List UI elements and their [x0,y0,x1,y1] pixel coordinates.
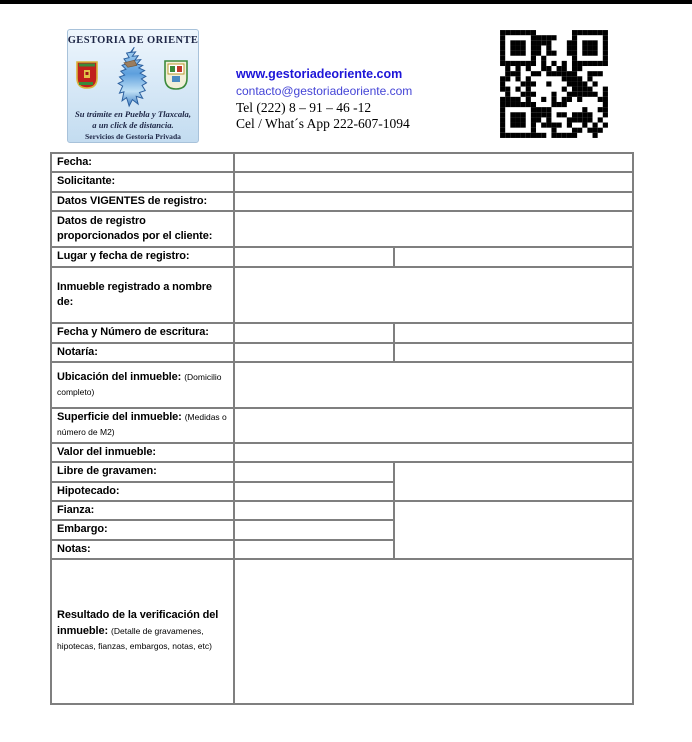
row-notaria-value-left [234,343,394,362]
row-resultado-label-text: Resultado de la verificación del inmueble: [57,609,219,637]
row-datos-cliente-label: Datos de registro proporcionados por el cliente: [51,211,234,247]
row-libre-value [234,462,394,481]
row-ubicacion-label-text: Ubicación del inmueble: [57,370,182,383]
row-ubicacion-note: (Domicilio completo) [57,371,222,397]
row-solicitante-value [234,172,633,191]
row-libre-label: Libre de gravamen: [51,462,234,481]
row-resultado-label [51,559,234,704]
row-superficie-label [51,408,234,443]
row-inmueble-nombre-value [234,267,633,323]
website-link[interactable]: www.gestoriadeoriente.com [236,67,403,81]
phone-number: Tel (222) 8 – 91 – 46 -12 [236,99,372,115]
row-valor-value [234,443,633,462]
row-lugar-fecha-label: Lugar y fecha de registro: [51,247,234,267]
row-embargo-value [234,520,394,539]
row-solicitante-label: Solicitante: [51,172,234,191]
row-resultado-note: (Detalle de gravamenes, hipotecas, fianzas, embargos, notas, etc) [57,625,212,652]
puebla-map-icon [108,46,158,113]
row-inmueble-nombre-label: Inmueble registrado a nombre de: [51,267,234,323]
row-resultado-value [234,559,633,704]
row-superficie-label-text: Superficie del inmueble: [57,410,182,423]
row-ubicacion-label [51,362,234,408]
logo-tagline-line1: Su trámite en Puebla y Tlaxcala, [74,109,191,119]
logo-tagline-line2: a un click de distancia. [92,119,174,130]
row-fecha-label: Fecha: [51,153,234,172]
qr-code [498,28,610,140]
logo-subtitle: Servicios de Gestoria Privada [85,132,181,142]
tlaxcala-shield-icon [76,61,98,94]
email-link[interactable]: contacto@gestoriadeoriente.com [236,83,413,98]
row-lugar-fecha-value-left [234,247,394,267]
logo-art [70,46,196,108]
contact-block [236,68,412,134]
row-fecha-numero-value-left [234,323,394,342]
row-fianza-value [234,501,394,520]
row-notaria-label: Notaría: [51,343,234,362]
logo-title: GESTORIA DE ORIENTE [67,35,199,46]
row-hipotecado-value [234,482,394,501]
row-fianza-label: Fianza: [51,501,234,520]
row-datos-vigentes-label: Datos VIGENTES de registro: [51,192,234,211]
row-hipotecado-label: Hipotecado: [51,482,234,501]
row-notaria-value-right [394,343,633,362]
row-superficie-note: (Medidas o número de M2) [57,411,227,438]
row-datos-cliente-value [234,211,633,247]
row-ubicacion-value [234,362,633,408]
row-notas-value [234,540,394,559]
row-fecha-numero-label: Fecha y Número de escritura: [51,323,234,342]
row-fecha-value [234,153,633,172]
libre-hipotecado-shared-cell [394,462,633,501]
row-superficie-value [234,408,633,443]
whatsapp-number: Cel / What´s App 222-607-1094 [236,116,410,131]
row-datos-vigentes-value [234,192,633,211]
puebla-shield-icon [164,60,188,95]
row-lugar-fecha-value-right [394,247,633,267]
row-valor-label: Valor del inmueble: [51,443,234,462]
fianza-embargo-notas-shared-cell [394,501,633,559]
row-fecha-numero-value-right [394,323,633,342]
row-notas-label: Notas: [51,540,234,559]
row-embargo-label: Embargo: [51,520,234,539]
company-logo [67,29,199,143]
page-top-border [0,0,692,4]
verification-form-table [50,152,634,705]
